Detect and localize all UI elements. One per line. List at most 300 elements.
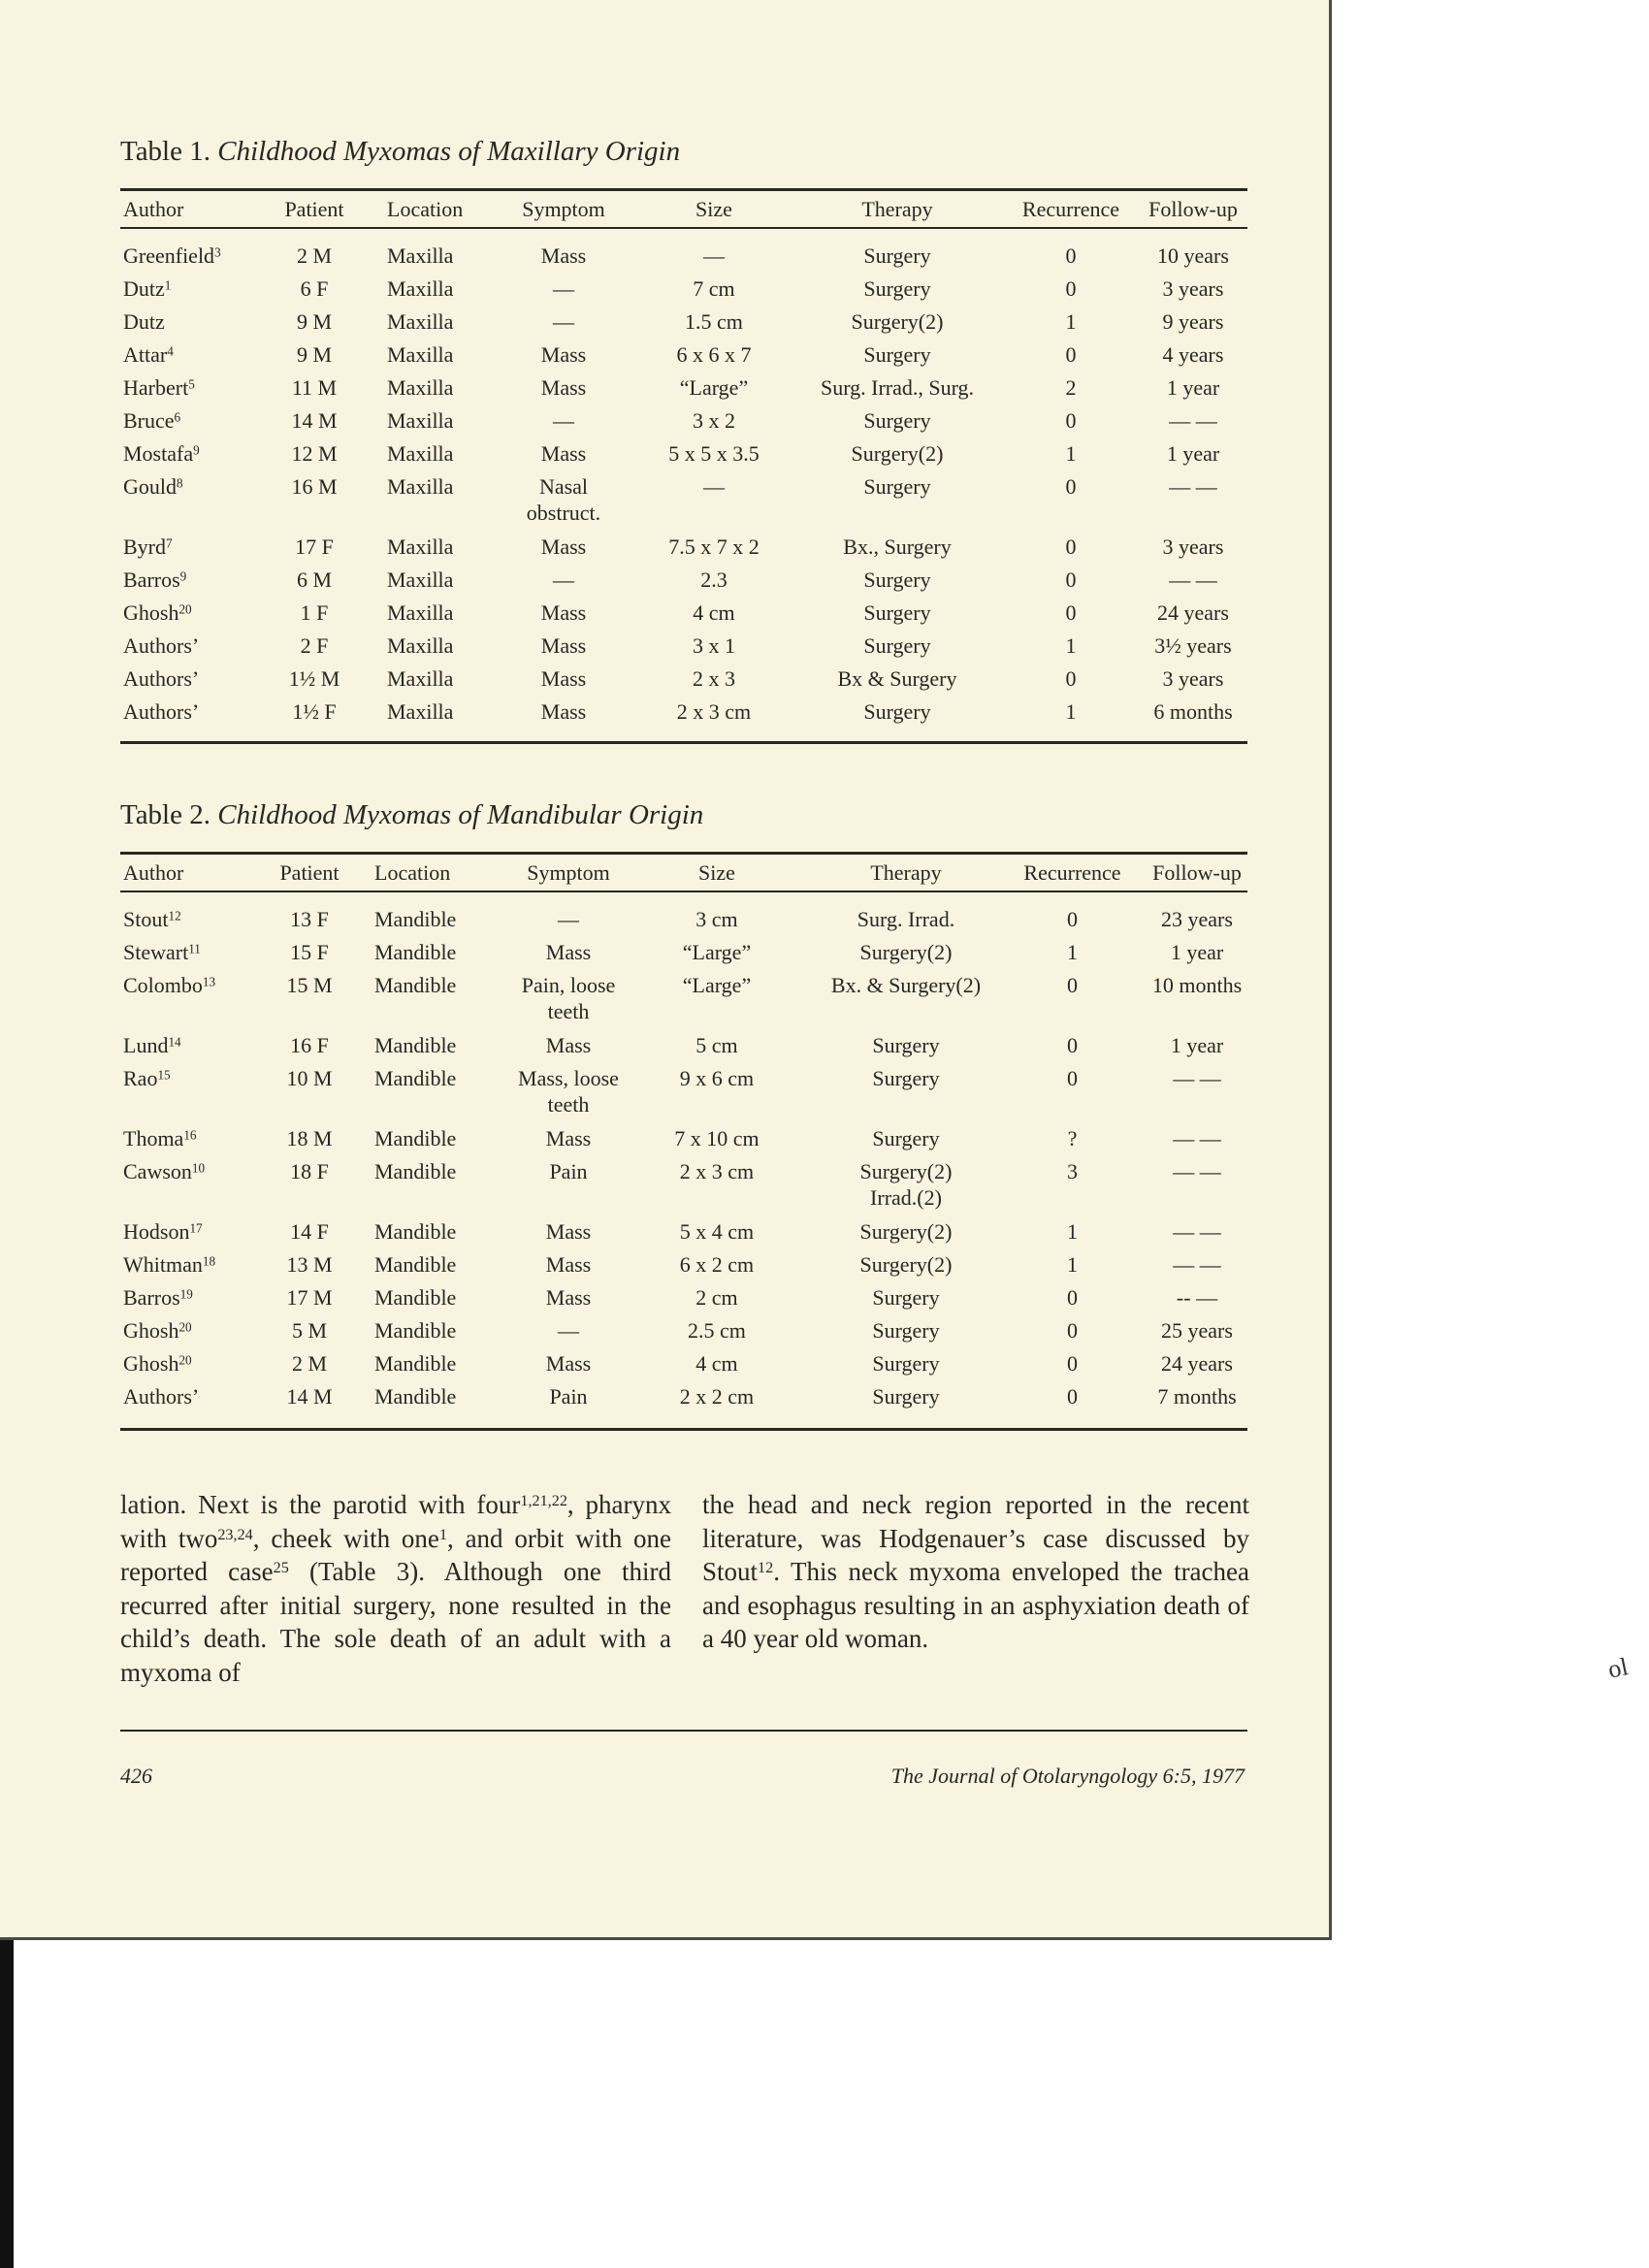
followup-cell: 24 years [1161, 1351, 1233, 1376]
body-text-run: , cheek with one [252, 1523, 439, 1553]
recurrence-cell: 2 [1065, 375, 1077, 400]
patient-cell: 17 M [286, 1285, 333, 1310]
symptom-line: Mass [545, 940, 592, 964]
recurrence-cell: 0 [1065, 243, 1077, 268]
author-name: Colombo [123, 973, 203, 997]
symptom-line: Mass [540, 666, 587, 691]
therapy-line: Surgery(2) [851, 309, 944, 334]
author-cell [123, 1218, 203, 1245]
size-cell: 3 x 2 [693, 408, 735, 433]
followup-cell: 4 years [1162, 342, 1224, 367]
author-reference: 15 [157, 1067, 171, 1083]
followup-cell: 3 years [1162, 666, 1224, 691]
therapy-line: Surgery(2) [859, 1219, 953, 1244]
symptom-cell [501, 939, 636, 965]
therapy-cell [790, 939, 1022, 965]
size-cell: 2 x 3 cm [676, 699, 752, 724]
author-name: Bruce [123, 408, 175, 433]
followup-cell: 24 years [1157, 600, 1229, 625]
author-reference: 1 [164, 277, 172, 293]
size-cell: 2.3 [700, 567, 728, 592]
table1-header-recurrence: Recurrence [1021, 197, 1120, 221]
journal-citation: The Journal of Otolaryngology 6:5, 1977 [890, 1764, 1245, 1788]
patient-cell: 13 M [286, 1252, 333, 1277]
author-name: Ghosh [123, 1318, 179, 1343]
recurrence-cell: 0 [1065, 342, 1077, 367]
table1-header-therapy: Therapy [861, 197, 933, 221]
author-name: Greenfield [123, 243, 215, 268]
size-cell: 2 cm [695, 1285, 738, 1310]
size-cell: 1.5 cm [685, 309, 743, 334]
recurrence-cell: 0 [1065, 276, 1077, 301]
patient-cell: 2 M [296, 243, 333, 268]
symptom-line: Pain [549, 1159, 588, 1183]
recurrence-cell: 3 [1067, 1159, 1078, 1183]
size-cell: 6 x 6 x 7 [676, 342, 752, 367]
symptom-cell [501, 374, 627, 401]
author-cell [123, 1065, 171, 1091]
scan-edge-shadow [0, 1940, 14, 2268]
therapy-line: Surgery [863, 342, 931, 367]
therapy-cell [790, 1251, 1022, 1278]
author-cell [123, 440, 200, 467]
location-cell: Mandible [374, 907, 457, 931]
location-cell: Maxilla [387, 699, 454, 724]
symptom-line: Mass [545, 1219, 592, 1244]
followup-cell: 1 year [1166, 441, 1220, 466]
table2 [120, 852, 1247, 1434]
therapy-line: Surgery [863, 567, 931, 592]
therapy-cell [790, 1065, 1022, 1091]
symptom-line: Mass [540, 535, 587, 559]
symptom-cell [501, 1158, 636, 1184]
therapy-cell [790, 1032, 1022, 1058]
location-cell: Mandible [374, 1126, 457, 1150]
author-reference: 13 [202, 974, 216, 989]
therapy-cell [790, 1383, 1022, 1409]
therapy-line: Surgery [863, 474, 931, 499]
therapy-cell [781, 308, 1014, 335]
symptom-line: Mass [540, 600, 587, 625]
size-cell: 2 x 2 cm [679, 1384, 755, 1409]
table2-header-patient: Patient [279, 860, 340, 885]
therapy-cell [781, 632, 1014, 659]
followup-cell: — — [1169, 474, 1217, 499]
author-name: Thoma [123, 1126, 184, 1150]
location-cell: Mandible [374, 1066, 457, 1090]
symptom-cell [501, 698, 627, 725]
table1-header-size: Size [695, 197, 732, 221]
author-reference: 14 [168, 1034, 181, 1050]
recurrence-cell: 0 [1067, 1033, 1078, 1057]
symptom-line: — [558, 907, 579, 931]
author-name: Authors’ [123, 633, 200, 658]
therapy-cell [781, 440, 1014, 467]
symptom-cell [501, 407, 627, 434]
patient-cell: 9 M [296, 309, 333, 334]
recurrence-cell: 0 [1067, 973, 1078, 997]
size-cell: 7 x 10 cm [674, 1126, 760, 1150]
therapy-line: Surgery [863, 699, 931, 724]
symptom-cell [501, 1125, 636, 1151]
therapy-cell [781, 407, 1014, 434]
therapy-cell [781, 665, 1014, 692]
symptom-line-2: obstruct. [526, 501, 601, 525]
table2-caption-number: Table 2. [120, 799, 210, 830]
author-name: Stout [123, 907, 169, 931]
therapy-line: Surgery [863, 633, 931, 658]
therapy-line-2: Irrad.(2) [870, 1185, 942, 1210]
recurrence-cell: 0 [1065, 535, 1077, 559]
author-name: Mostafa [123, 441, 194, 466]
symptom-line: — [553, 408, 574, 433]
table1-caption [120, 136, 680, 168]
author-name: Gould [123, 474, 177, 499]
therapy-line: Surgery [872, 1285, 940, 1310]
location-cell: Maxilla [387, 567, 454, 592]
therapy-line: Surg. Irrad. [857, 907, 955, 931]
table1-header-symptom: Symptom [522, 197, 605, 221]
followup-cell: 6 months [1153, 699, 1233, 724]
author-name: Stewart [123, 940, 189, 964]
followup-cell: 1 year [1166, 375, 1220, 400]
size-cell: “Large” [682, 973, 752, 997]
citation-superscript: 12 [758, 1558, 774, 1576]
followup-cell: 10 months [1151, 973, 1243, 997]
followup-cell: 23 years [1161, 907, 1233, 931]
patient-cell: 5 M [291, 1318, 328, 1343]
followup-cell: 25 years [1161, 1318, 1233, 1343]
author-cell [123, 407, 180, 434]
symptom-line: Mass [545, 1126, 592, 1150]
recurrence-cell: ? [1067, 1126, 1078, 1150]
symptom-line: Mass, loose [518, 1066, 619, 1090]
author-reference: 9 [179, 568, 187, 584]
followup-cell: — — [1173, 1219, 1221, 1244]
symptom-line: — [558, 1318, 579, 1343]
therapy-cell [790, 1218, 1022, 1245]
author-name: Authors’ [123, 699, 200, 724]
recurrence-cell: 1 [1067, 940, 1078, 964]
author-name: Barros [123, 1285, 180, 1310]
symptom-line: Mass [545, 1033, 592, 1057]
therapy-cell [781, 534, 1014, 560]
symptom-cell [501, 1065, 636, 1118]
location-cell: Mandible [374, 1219, 457, 1244]
symptom-cell [501, 1251, 636, 1278]
author-cell [123, 632, 199, 659]
symptom-cell [501, 534, 627, 560]
symptom-line: Mass [540, 342, 587, 367]
body-text-run: , and orbit with one reported case [120, 1523, 671, 1586]
location-cell: Mandible [374, 1252, 457, 1277]
symptom-line: — [553, 309, 574, 334]
table2-header-symptom: Symptom [527, 860, 610, 885]
author-cell [123, 1317, 192, 1344]
symptom-cell [501, 308, 627, 335]
followup-cell: -- — [1176, 1285, 1218, 1310]
table1-header-author: Author [123, 197, 184, 221]
therapy-line: Surgery [863, 408, 931, 433]
author-reference: 10 [191, 1160, 206, 1176]
symptom-line: Mass [540, 375, 587, 400]
table2-bottom-rule [120, 1428, 1247, 1431]
location-cell: Mandible [374, 1384, 457, 1409]
body-text-run: , pharynx with two [120, 1490, 671, 1553]
author-name: Lund [123, 1033, 169, 1057]
therapy-line: Surgery(2) [851, 441, 944, 466]
author-reference: 3 [214, 244, 221, 260]
patient-cell: 2 F [300, 633, 329, 658]
symptom-line-2: teeth [547, 999, 590, 1023]
followup-cell: 3½ years [1154, 633, 1232, 658]
author-name: Whitman [123, 1252, 203, 1277]
therapy-line: Bx. & Surgery(2) [830, 973, 982, 997]
patient-cell: 14 M [291, 408, 338, 433]
therapy-cell [781, 473, 1014, 500]
body-text-left-column [120, 1488, 671, 1689]
recurrence-cell: 0 [1065, 474, 1077, 499]
recurrence-cell: 1 [1065, 699, 1077, 724]
therapy-line: Surgery(2) [859, 1159, 953, 1183]
author-name: Byrd [123, 535, 166, 559]
therapy-cell [790, 1284, 1022, 1311]
size-cell: “Large” [679, 375, 749, 400]
therapy-cell [781, 374, 1014, 401]
therapy-line: Bx., Surgery [843, 535, 952, 559]
author-cell [123, 599, 192, 626]
patient-cell: 18 M [286, 1126, 333, 1150]
location-cell: Mandible [374, 1033, 457, 1057]
table2-caption [120, 799, 703, 831]
recurrence-cell: 0 [1065, 567, 1077, 592]
location-cell: Maxilla [387, 666, 454, 691]
size-cell: 4 cm [695, 1351, 738, 1376]
symptom-cell [501, 599, 627, 626]
author-reference: 8 [177, 475, 183, 491]
patient-cell: 6 M [296, 567, 333, 592]
author-name: Hodson [123, 1219, 190, 1244]
therapy-cell [781, 698, 1014, 725]
therapy-line: Surgery [872, 1033, 940, 1057]
author-cell [123, 567, 186, 593]
symptom-line: Mass [540, 633, 587, 658]
patient-cell: 15 M [286, 973, 333, 997]
location-cell: Maxilla [387, 309, 454, 334]
symptom-cell [501, 1284, 636, 1311]
author-cell [123, 1158, 205, 1184]
followup-cell: 1 year [1170, 940, 1224, 964]
symptom-cell [501, 341, 627, 368]
table1-header-patient: Patient [284, 197, 344, 221]
location-cell: Mandible [374, 1159, 457, 1183]
therapy-line: Surgery [872, 1066, 940, 1090]
author-reference: 4 [167, 343, 174, 359]
table1-header-location: Location [387, 197, 464, 221]
symptom-line: — [553, 276, 574, 301]
body-text-run: (Table 3). Although one third recurred after initial surgery, none resulted in the child’s death. The sole death of an adult with a myxoma of [120, 1557, 671, 1687]
recurrence-cell: 0 [1065, 600, 1077, 625]
symptom-line: Nasal [538, 474, 589, 499]
location-cell: Mandible [374, 1285, 457, 1310]
therapy-cell [781, 243, 1014, 269]
symptom-line: Mass [540, 699, 587, 724]
author-reference: 17 [189, 1220, 203, 1236]
table2-header-recurrence: Recurrence [1023, 860, 1121, 885]
symptom-line: Pain, loose [521, 973, 616, 997]
therapy-line: Surgery [872, 1384, 940, 1409]
size-cell: 2 x 3 cm [679, 1159, 755, 1183]
size-cell: 3 cm [695, 907, 738, 931]
author-cell [123, 906, 181, 932]
symptom-cell [501, 972, 636, 1024]
symptom-cell [501, 906, 636, 932]
patient-cell: 11 M [291, 375, 338, 400]
recurrence-cell: 0 [1067, 1318, 1078, 1343]
followup-cell: — — [1173, 1066, 1221, 1090]
symptom-cell [501, 567, 627, 593]
therapy-line: Surgery [872, 1318, 940, 1343]
table2-header-location: Location [374, 860, 451, 885]
recurrence-cell: 0 [1065, 666, 1077, 691]
author-name: Barros [123, 567, 180, 592]
therapy-cell [790, 1350, 1022, 1377]
recurrence-cell: 1 [1065, 441, 1077, 466]
symptom-cell [501, 1032, 636, 1058]
recurrence-cell: 0 [1067, 1351, 1078, 1376]
author-reference: 9 [193, 442, 200, 458]
table2-top-rule [120, 852, 1247, 855]
followup-cell: — — [1173, 1159, 1221, 1183]
patient-cell: 1½ F [292, 699, 337, 724]
therapy-line: Surgery [872, 1126, 940, 1150]
table2-header-size: Size [698, 860, 735, 885]
symptom-line-2: teeth [547, 1092, 590, 1117]
location-cell: Maxilla [387, 408, 454, 433]
symptom-cell [501, 275, 627, 302]
author-cell [123, 939, 201, 965]
recurrence-cell: 1 [1065, 633, 1077, 658]
therapy-line: Surgery [863, 600, 931, 625]
therapy-line: Surg. Irrad., Surg. [820, 375, 975, 400]
symptom-cell [501, 665, 627, 692]
followup-cell: — — [1173, 1252, 1221, 1277]
therapy-line: Bx & Surgery [837, 666, 957, 691]
size-cell: 3 x 1 [693, 633, 735, 658]
followup-cell: 10 years [1157, 243, 1229, 268]
location-cell: Maxilla [387, 441, 454, 466]
recurrence-cell: 1 [1067, 1252, 1078, 1277]
table1-header-rule [120, 227, 1247, 229]
table1-top-rule [120, 188, 1247, 191]
table1-header-followup: Follow-up [1148, 197, 1238, 221]
location-cell: Maxilla [387, 474, 454, 499]
patient-cell: 6 F [300, 276, 329, 301]
location-cell: Mandible [374, 1351, 457, 1376]
table1-caption-title: Childhood Myxomas of Maxillary Origin [217, 136, 681, 167]
followup-cell: 1 year [1170, 1033, 1224, 1057]
table1-caption-number: Table 1. [120, 136, 210, 167]
recurrence-cell: 0 [1067, 1066, 1078, 1090]
citation-superscript: 23,24 [217, 1525, 253, 1543]
recurrence-cell: 1 [1065, 309, 1077, 334]
therapy-line: Surgery [872, 1351, 940, 1376]
size-cell: — [703, 243, 725, 268]
symptom-line: Mass [540, 243, 587, 268]
author-cell [123, 374, 195, 401]
author-cell [123, 972, 215, 998]
patient-cell: 14 F [290, 1219, 329, 1244]
location-cell: Maxilla [387, 276, 454, 301]
therapy-line: Surgery [863, 243, 931, 268]
size-cell: 2 x 3 [693, 666, 735, 691]
patient-cell: 2 M [291, 1351, 328, 1376]
author-name: Authors’ [123, 1384, 200, 1409]
table2-caption-title: Childhood Myxomas of Mandibular Origin [217, 799, 704, 830]
patient-cell: 14 M [286, 1384, 333, 1409]
location-cell: Maxilla [387, 243, 454, 268]
location-cell: Mandible [374, 973, 457, 997]
followup-cell: 9 years [1162, 309, 1224, 334]
author-cell [123, 341, 174, 368]
table1 [120, 188, 1247, 751]
location-cell: Maxilla [387, 535, 454, 559]
therapy-line: Surgery [863, 276, 931, 301]
therapy-cell [790, 1158, 1022, 1211]
table2-header-rule [120, 891, 1247, 892]
size-cell: 5 x 4 cm [679, 1219, 755, 1244]
author-cell [123, 665, 199, 692]
table2-header-therapy: Therapy [870, 860, 942, 885]
page-number: 426 [120, 1764, 152, 1788]
therapy-cell [781, 567, 1014, 593]
followup-cell: 3 years [1162, 535, 1224, 559]
recurrence-cell: 1 [1067, 1219, 1078, 1244]
author-reference: 7 [166, 535, 173, 551]
location-cell: Maxilla [387, 633, 454, 658]
size-cell: 5 cm [695, 1033, 738, 1057]
symptom-cell [501, 1383, 636, 1409]
symptom-line: Mass [545, 1351, 592, 1376]
therapy-cell [781, 341, 1014, 368]
author-cell [123, 698, 199, 725]
location-cell: Maxilla [387, 375, 454, 400]
author-name: Harbert [123, 375, 189, 400]
therapy-cell [790, 1317, 1022, 1344]
size-cell: “Large” [682, 940, 752, 964]
author-cell [123, 473, 183, 500]
therapy-line: Surgery(2) [859, 940, 953, 964]
recurrence-cell: 0 [1065, 408, 1077, 433]
therapy-cell [781, 599, 1014, 626]
table1-bottom-rule [120, 741, 1247, 744]
size-cell: — [703, 474, 725, 499]
followup-cell: 7 months [1157, 1384, 1237, 1409]
patient-cell: 13 F [290, 907, 329, 931]
patient-cell: 1 F [300, 600, 329, 625]
author-cell [123, 308, 165, 335]
followup-cell: — — [1169, 408, 1217, 433]
symptom-cell [501, 440, 627, 467]
size-cell: 6 x 2 cm [679, 1252, 755, 1277]
citation-superscript: 1 [438, 1525, 447, 1543]
author-reference: 20 [178, 1319, 192, 1335]
location-cell: Maxilla [387, 600, 454, 625]
therapy-cell [790, 1125, 1022, 1151]
author-cell [123, 1125, 197, 1151]
therapy-cell [790, 906, 1022, 932]
size-cell: 5 x 5 x 3.5 [668, 441, 760, 466]
